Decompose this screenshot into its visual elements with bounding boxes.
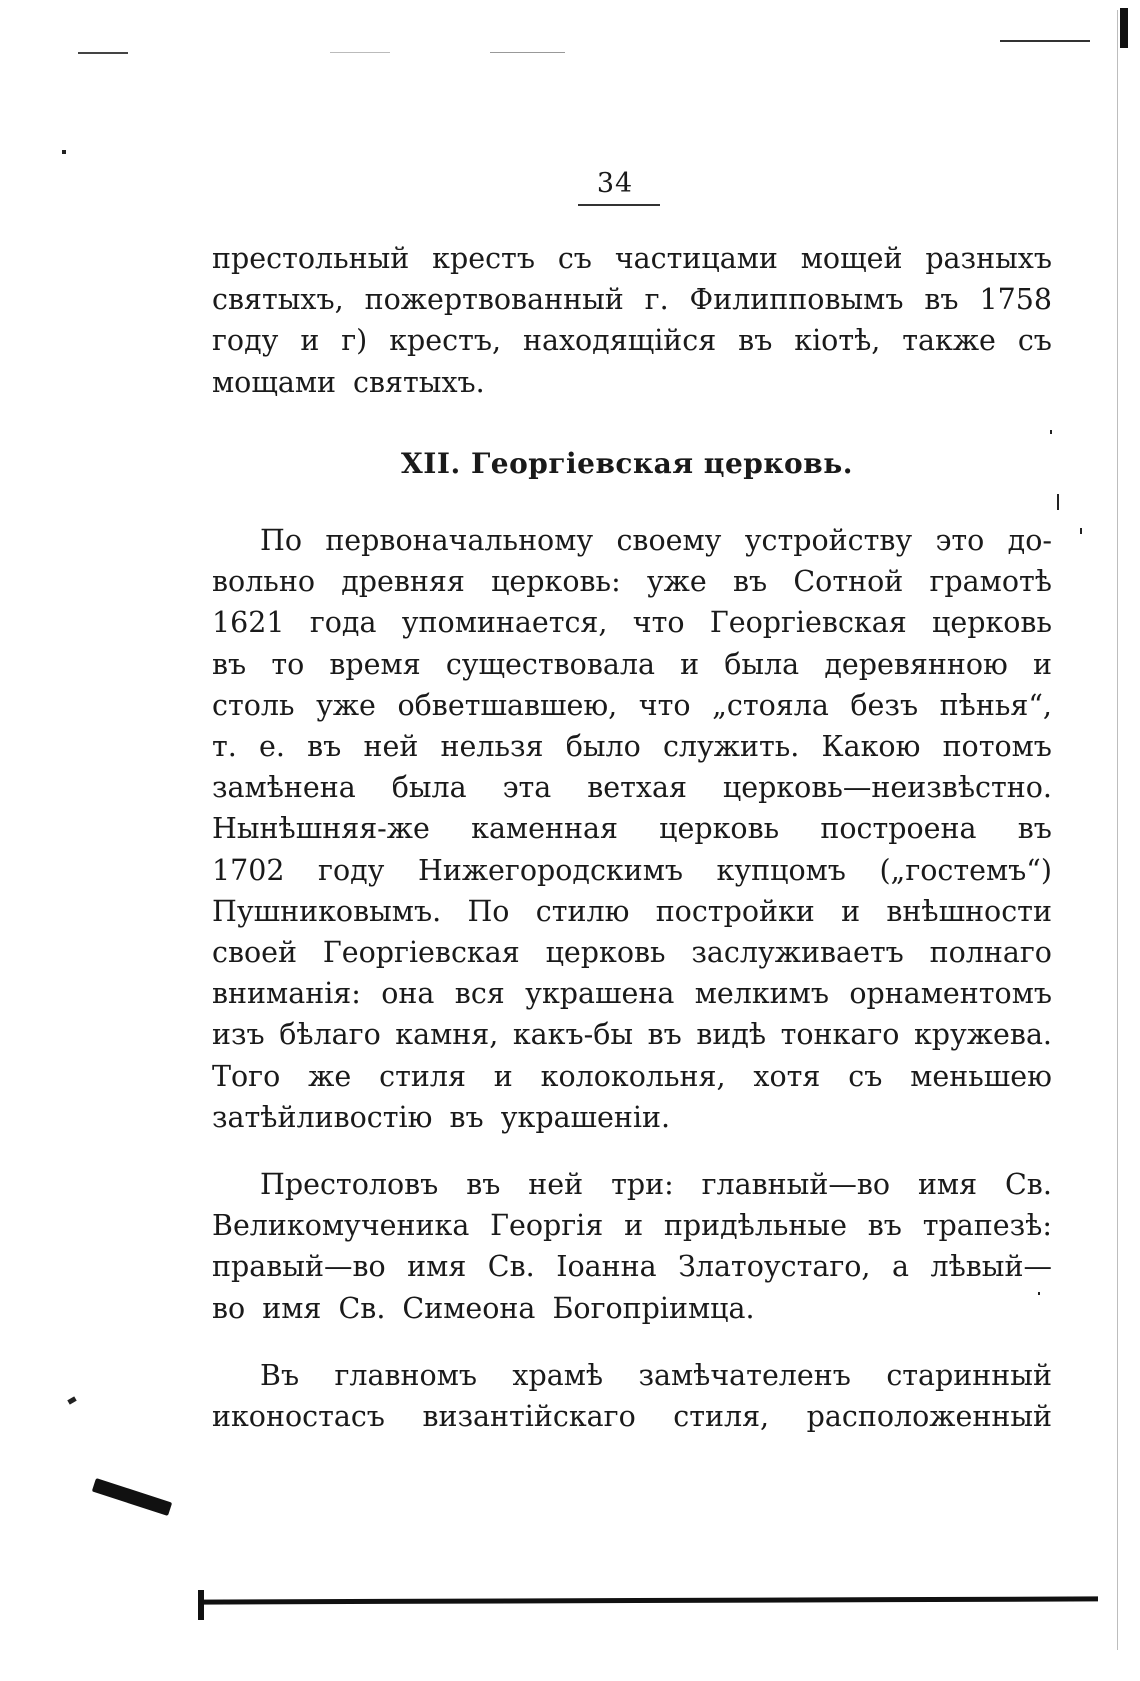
word: въ — [738, 324, 773, 358]
word: заслуживаетъ — [691, 936, 904, 970]
word: Сотной — [793, 565, 904, 599]
word: устройству — [744, 524, 913, 558]
scan-corner-mark — [92, 1478, 172, 1516]
word: церковь: — [491, 565, 621, 599]
text-line — [212, 279, 1052, 320]
word: вниманія: — [212, 977, 361, 1011]
word: своей — [212, 936, 298, 970]
text-line — [212, 520, 1052, 561]
word: придѣльные — [663, 1209, 847, 1243]
word: Георгіевская — [322, 936, 520, 970]
word: полнаго — [929, 936, 1052, 970]
word: замѣчателенъ — [638, 1358, 851, 1392]
scan-top-dash — [490, 52, 565, 53]
word: видѣ — [696, 1018, 767, 1052]
word: и — [624, 1209, 644, 1243]
word: т. — [212, 730, 237, 764]
word: частицами — [614, 242, 778, 275]
text-line — [212, 238, 1052, 279]
word: купцомъ — [716, 853, 846, 887]
word: и — [841, 894, 861, 928]
word: было — [565, 730, 641, 764]
word: 1702 — [212, 853, 285, 887]
word: служить. — [662, 730, 800, 764]
paragraph-continued — [212, 238, 1052, 403]
word: Филипповымъ — [689, 283, 904, 317]
word: своему — [616, 524, 722, 558]
text-line: затѣйливостію въ украшеніи. — [212, 1100, 671, 1134]
word: съ — [848, 1059, 883, 1093]
word: правый—во — [212, 1250, 386, 1284]
text-line — [212, 1246, 1052, 1287]
word: камня, — [395, 1018, 499, 1052]
word: съ — [1017, 324, 1052, 358]
word: разныхъ — [925, 242, 1052, 275]
word: лѣвый— — [930, 1250, 1052, 1284]
word: построена — [820, 812, 977, 846]
paragraph-gap — [212, 1138, 1052, 1164]
word: и — [493, 1059, 513, 1093]
word: Того — [212, 1059, 281, 1093]
text-line — [212, 726, 1052, 767]
word: деревянною — [824, 647, 1008, 681]
text-line — [212, 973, 1052, 1014]
scan-speck — [1057, 494, 1059, 510]
word: году — [318, 853, 385, 887]
word: е. — [259, 730, 285, 764]
word: стиля — [379, 1059, 466, 1093]
word: обветшавшею, — [397, 688, 618, 722]
word: то — [271, 647, 305, 681]
word: нельзя — [440, 730, 544, 764]
word: уже — [646, 565, 707, 599]
word: и — [680, 647, 700, 681]
word: ветхая — [587, 771, 687, 805]
paragraph — [212, 1355, 1052, 1437]
word: въ — [647, 1018, 682, 1052]
word: орнаментомъ — [849, 977, 1052, 1011]
word: главный—во — [701, 1168, 891, 1202]
word: главномъ — [334, 1358, 477, 1392]
word: бѣлаго — [279, 1018, 381, 1052]
word: внѣшности — [886, 894, 1052, 928]
word: и — [300, 324, 320, 358]
word: Пушниковымъ. — [212, 894, 442, 928]
word: кіотѣ, — [794, 324, 881, 358]
text-line — [212, 1056, 1052, 1097]
word: первоначальному — [325, 524, 594, 558]
text-line — [212, 808, 1052, 849]
word: въ — [1017, 812, 1052, 846]
word: колокольня, — [540, 1059, 726, 1093]
text-line: мощами святыхъ. — [212, 365, 485, 399]
word: въ — [867, 1209, 902, 1243]
word: существовала — [445, 647, 655, 681]
scan-speck — [67, 1396, 76, 1404]
word: Св. — [487, 1250, 535, 1284]
word: и — [1032, 647, 1052, 681]
paragraph — [212, 520, 1052, 1138]
scan-top-dash — [330, 52, 390, 53]
word: церковь — [659, 812, 780, 846]
word: меньшею — [910, 1059, 1052, 1093]
word: какъ-бы — [512, 1018, 634, 1052]
word: Престоловъ — [260, 1168, 439, 1202]
scan-speck — [1080, 528, 1082, 534]
scan-top-dash — [78, 52, 128, 54]
text-line — [212, 767, 1052, 808]
word: также — [902, 324, 996, 358]
word: пожертвованный — [364, 283, 624, 317]
word: Нижегородскимъ — [417, 853, 684, 887]
word: имя — [407, 1250, 467, 1284]
word: Въ — [260, 1358, 300, 1392]
word: имя — [917, 1168, 978, 1202]
word: древняя — [341, 565, 465, 599]
word: Георгіевская — [709, 606, 907, 640]
text-line — [212, 1355, 1052, 1396]
word: Св. — [1005, 1168, 1052, 1202]
word: стилю — [535, 894, 630, 928]
word: съ — [557, 242, 592, 275]
word: кружева. — [913, 1018, 1052, 1052]
word: въ — [924, 283, 959, 317]
text-line — [212, 1014, 1052, 1055]
word: три: — [611, 1168, 674, 1202]
word: расположенный — [806, 1400, 1052, 1434]
text-line — [212, 644, 1052, 685]
word: грамотѣ — [929, 565, 1052, 599]
scan-top-dash — [1000, 40, 1090, 42]
word: каменная — [471, 812, 618, 846]
word: это — [935, 524, 985, 558]
text-line — [212, 1396, 1052, 1437]
word: мелкимъ — [694, 977, 829, 1011]
scan-edge-line — [1117, 10, 1118, 1650]
word: („гостемъ“) — [879, 853, 1052, 887]
word: церковь—неизвѣстно. — [722, 771, 1052, 805]
word: ней — [528, 1168, 584, 1202]
word: крестъ, — [389, 324, 502, 358]
text-line — [212, 932, 1052, 973]
word: она — [381, 977, 435, 1011]
text-line — [212, 320, 1052, 361]
word: 1621 — [212, 606, 285, 640]
word: года — [309, 606, 377, 640]
word: иконостасъ — [212, 1400, 385, 1434]
word: украшена — [525, 977, 675, 1011]
word: столь — [212, 688, 295, 722]
word: храмѣ — [512, 1358, 604, 1392]
text-line — [212, 891, 1052, 932]
word: крестъ — [432, 242, 535, 275]
word: безъ — [850, 688, 919, 722]
word: году — [212, 324, 279, 358]
word: въ — [307, 730, 342, 764]
word: время — [329, 647, 421, 681]
paragraph-gap — [212, 1329, 1052, 1355]
word: постройки — [655, 894, 815, 928]
page-number: 34 — [596, 168, 634, 199]
word: была — [391, 771, 467, 805]
paragraph — [212, 1164, 1052, 1329]
word: тонкаго — [780, 1018, 900, 1052]
word: хотя — [753, 1059, 821, 1093]
text-line — [212, 1164, 1052, 1205]
word: церковь — [932, 606, 1052, 640]
word: была — [724, 647, 800, 681]
section-heading: XII. Георгіевская церковь. — [401, 446, 853, 480]
word: г) — [341, 324, 368, 358]
text-line — [212, 602, 1052, 643]
word: Великомученика — [212, 1209, 470, 1243]
word: 1758 — [979, 283, 1052, 317]
word: Георгія — [490, 1209, 604, 1243]
word: „стояла — [712, 688, 829, 722]
word: въ — [732, 565, 768, 599]
text-line: во имя Св. Симеона Богопріимца. — [212, 1291, 755, 1325]
word: стиля, — [673, 1400, 770, 1434]
text-line — [212, 561, 1052, 602]
page-number-underline — [578, 204, 660, 206]
word: Іоанна — [556, 1250, 657, 1284]
word: до- — [1007, 524, 1052, 558]
word: старинный — [886, 1358, 1052, 1392]
word: По — [260, 524, 303, 558]
word: въ — [212, 647, 247, 681]
word: что — [638, 688, 691, 722]
word: замѣнена — [212, 771, 356, 805]
scan-edge-mark — [1120, 8, 1128, 48]
word: вольно — [212, 565, 315, 599]
word: въ — [466, 1168, 501, 1202]
word: святыхъ, — [212, 283, 344, 317]
text-line — [212, 850, 1052, 891]
word: пѣнья“, — [939, 688, 1052, 722]
word: трапезѣ: — [922, 1209, 1052, 1243]
word: изъ — [212, 1018, 265, 1052]
word: византійскаго — [422, 1400, 636, 1434]
word: упоминается, — [401, 606, 608, 640]
text-body — [212, 238, 1052, 1437]
text-line — [212, 1205, 1052, 1246]
scan-bottom-rule — [198, 1596, 1098, 1604]
word: Нынѣшняя-же — [212, 812, 430, 846]
word: потомъ — [942, 730, 1052, 764]
word: эта — [502, 771, 552, 805]
word: что — [632, 606, 685, 640]
word: Какою — [821, 730, 921, 764]
scan-speck — [62, 150, 66, 154]
word: вся — [454, 977, 505, 1011]
word: а — [891, 1250, 909, 1284]
word: Златоустаго, — [678, 1250, 871, 1284]
word: церковь — [545, 936, 666, 970]
word: престольный — [212, 242, 410, 275]
text-line — [212, 685, 1052, 726]
word: же — [308, 1059, 352, 1093]
word: находящійся — [522, 324, 717, 358]
word: По — [467, 894, 510, 928]
word: ней — [363, 730, 419, 764]
scan-bottom-rule-end — [198, 1590, 204, 1620]
word: г. — [644, 283, 669, 317]
word: мощей — [800, 242, 903, 275]
word: уже — [316, 688, 376, 722]
